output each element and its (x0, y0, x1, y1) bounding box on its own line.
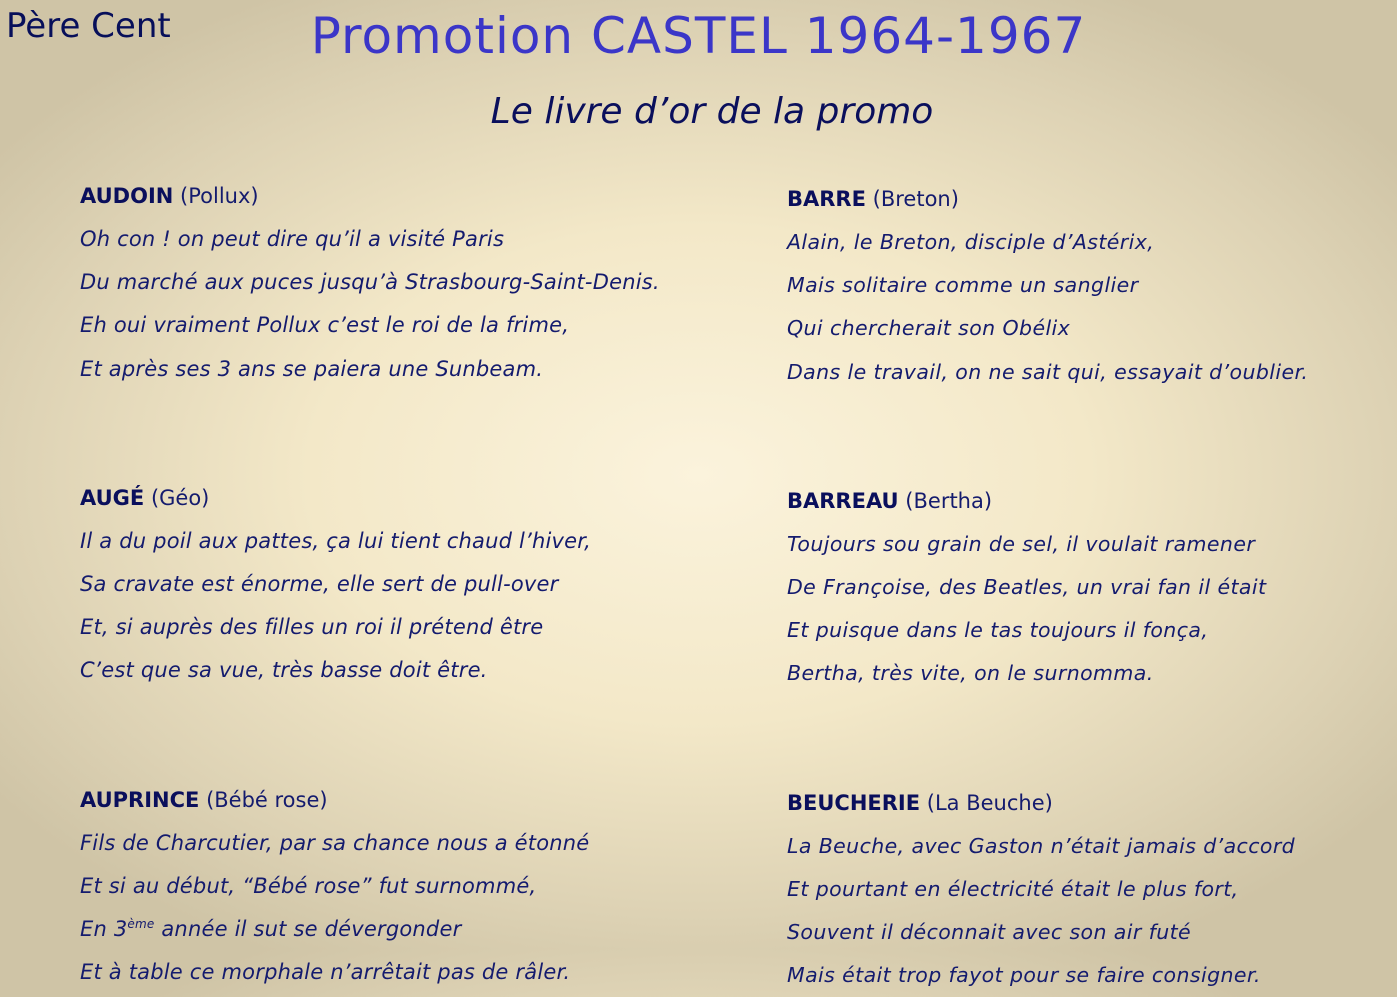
poem-line: Et puisque dans le tas toujours il fonça, (787, 609, 1387, 652)
entry-heading (80, 477, 760, 520)
entry-name: BARRE (787, 187, 866, 211)
entry-auge (80, 477, 760, 693)
entry-nickname: (Géo) (151, 486, 209, 510)
poem-line: Et à table ce morphale n’arrêtait pas de râler. (80, 951, 760, 994)
poem-line-ordinal (80, 908, 760, 951)
entry-nickname: (Pollux) (180, 184, 259, 208)
poem-line: C’est que sa vue, très basse doit être. (80, 649, 760, 692)
poem-line: Et, si auprès des filles un roi il prétend être (80, 606, 760, 649)
entry-nickname: (Bébé rose) (206, 788, 328, 812)
poem-line-text: année il sut se dévergonder (154, 917, 461, 941)
poem-line: Et pourtant en électricité était le plus fort, (787, 868, 1387, 911)
entry-nickname: (La Beuche) (927, 791, 1053, 815)
poem-line: Fils de Charcutier, par sa chance nous a étonné (80, 822, 760, 865)
poem-line: Eh oui vraiment Pollux c’est le roi de la frime, (80, 304, 760, 347)
page-title: Promotion CASTEL 1964-1967 (0, 4, 1397, 68)
poem-line: La Beuche, avec Gaston n’était jamais d’accord (787, 825, 1387, 868)
poem-line: De Françoise, des Beatles, un vrai fan il était (787, 566, 1387, 609)
ordinal-suffix: ème (127, 917, 154, 931)
page-subtitle: Le livre d’or de la promo (0, 88, 1397, 136)
poem-line: Qui chercherait son Obélix (787, 307, 1387, 350)
right-column (787, 178, 1387, 997)
poem-line: Dans le travail, on ne sait qui, essayait d’oublier. (787, 351, 1387, 394)
entry-beucherie (787, 782, 1387, 997)
entry-barre (787, 178, 1387, 394)
entry-auprince (80, 779, 760, 995)
entry-name: AUGÉ (80, 486, 144, 510)
entry-heading (787, 480, 1387, 523)
entry-audoin (80, 175, 760, 391)
poem-line: Mais était trop fayot pour se faire consigner. (787, 954, 1387, 997)
poem-line: Sa cravate est énorme, elle sert de pull-over (80, 563, 760, 606)
entry-nickname: (Breton) (873, 187, 959, 211)
entry-nickname: (Bertha) (905, 489, 992, 513)
corner-label: Père Cent (6, 4, 171, 48)
entry-name: AUPRINCE (80, 788, 199, 812)
poem-line: Mais solitaire comme un sanglier (787, 264, 1387, 307)
poem-line: Bertha, très vite, on le surnomma. (787, 652, 1387, 695)
entry-heading (80, 175, 760, 218)
poem-line: Et si au début, “Bébé rose” fut surnommé, (80, 865, 760, 908)
entry-barreau (787, 480, 1387, 696)
poem-line: Toujours sou grain de sel, il voulait ramener (787, 523, 1387, 566)
poem-line: Oh con ! on peut dire qu’il a visité Paris (80, 218, 760, 261)
poem-line: Du marché aux puces jusqu’à Strasbourg-Saint-Denis. (80, 261, 760, 304)
poem-line: Souvent il déconnait avec son air futé (787, 911, 1387, 954)
entry-heading (787, 782, 1387, 825)
entry-name: BARREAU (787, 489, 899, 513)
ordinal-number: En 3 (80, 917, 127, 941)
poem-line: Il a du poil aux pattes, ça lui tient chaud l’hiver, (80, 520, 760, 563)
poem-line: Et après ses 3 ans se paiera une Sunbeam. (80, 348, 760, 391)
entry-heading (787, 178, 1387, 221)
entry-name: BEUCHERIE (787, 791, 920, 815)
left-column (80, 175, 760, 994)
entry-name: AUDOIN (80, 184, 173, 208)
poem-line: Alain, le Breton, disciple d’Astérix, (787, 221, 1387, 264)
entry-heading (80, 779, 760, 822)
